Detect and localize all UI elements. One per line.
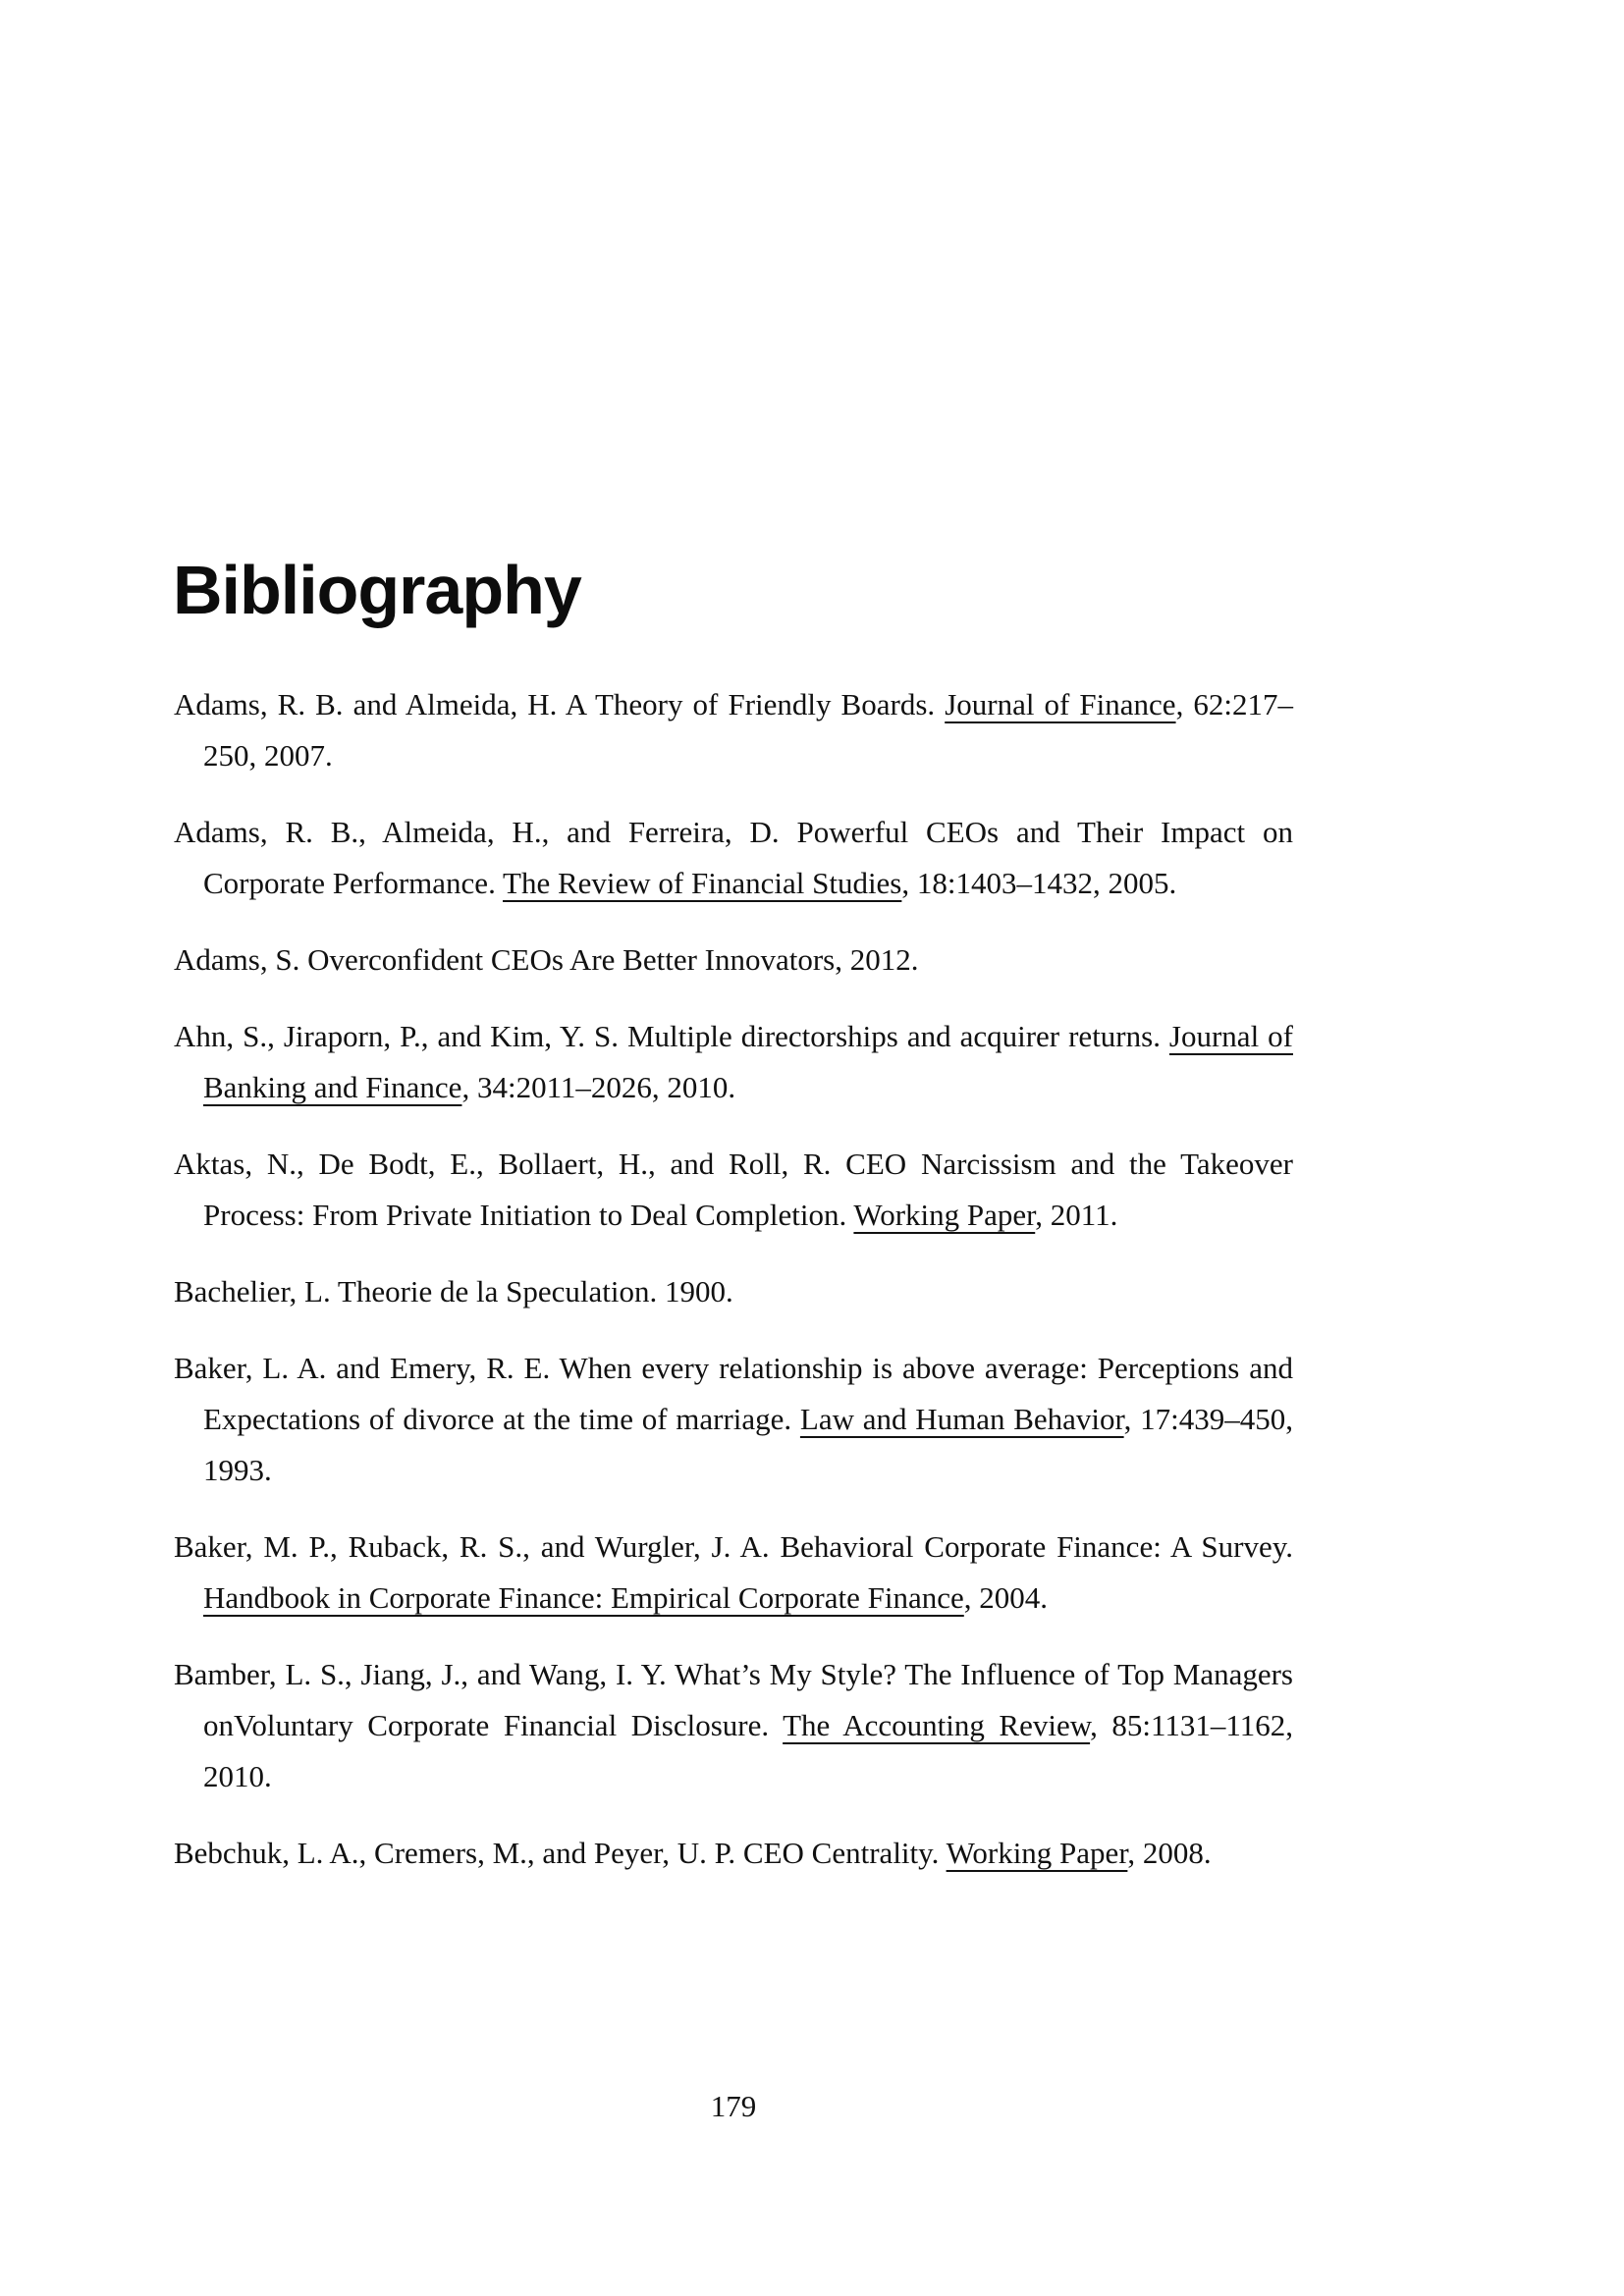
entry-citation-text: Ahn, S., Jiraporn, P., and Kim, Y. S. Multiple directorships and acquirer returns. xyxy=(174,1019,1169,1053)
entry-journal-name: Journal of Finance xyxy=(945,687,1176,721)
entry-trailing-text: , 2008. xyxy=(1127,1836,1212,1870)
entry-trailing-text: , 17:439–450, 1993. xyxy=(203,1402,1293,1487)
chapter-title: Bibliography xyxy=(173,551,581,628)
bib-entry xyxy=(174,679,1293,781)
entry-citation-text: Bebchuk, L. A., Cremers, M., and Peyer, U. P. CEO Centrality. xyxy=(174,1836,947,1870)
entry-citation-text: Bamber, L. S., Jiang, J., and Wang, I. Y. What’s My Style? The Influence of Top Managers onVoluntary Corporate Financial Disclosure. xyxy=(174,1657,1293,1742)
entry-journal-name: Working Paper xyxy=(853,1198,1036,1232)
bib-entry xyxy=(174,1828,1293,1879)
bib-entry xyxy=(174,807,1293,909)
bib-entry xyxy=(174,1139,1293,1241)
bibliography-list xyxy=(174,679,1293,1904)
entry-citation-text: Baker, L. A. and Emery, R. E. When every relationship is above average: Perceptions and Expectations of divorce at the time of marriage. xyxy=(174,1351,1293,1436)
entry-citation-text: Adams, S. Overconfident CEOs Are Better Innovators, 2012. xyxy=(174,942,919,977)
entry-journal-name: The Accounting Review xyxy=(783,1708,1091,1742)
entry-trailing-text: , 85:1131–1162, 2010. xyxy=(203,1708,1293,1793)
bib-entry xyxy=(174,1011,1293,1113)
entry-journal-name: Journal of Banking and Finance xyxy=(203,1019,1293,1104)
entry-trailing-text: , 62:217–250, 2007. xyxy=(203,687,1293,773)
entry-trailing-text: , 2011. xyxy=(1035,1198,1118,1232)
entry-citation-text: Baker, M. P., Ruback, R. S., and Wurgler, J. A. Behavioral Corporate Finance: A Survey. xyxy=(174,1529,1293,1564)
entry-citation-text: Adams, R. B. and Almeida, H. A Theory of Friendly Boards. xyxy=(174,687,946,721)
bib-entry xyxy=(174,1343,1293,1496)
bib-entry xyxy=(174,1649,1293,1802)
entry-citation-text: Aktas, N., De Bodt, E., Bollaert, H., and Roll, R. CEO Narcissism and the Takeover Process: From Private Initiation to Deal Completion. xyxy=(174,1147,1293,1232)
entry-trailing-text: , 34:2011–2026, 2010. xyxy=(461,1070,736,1104)
page-number: 179 xyxy=(710,2089,757,2123)
entry-trailing-text: , 2004. xyxy=(963,1580,1049,1615)
entry-journal-name: Law and Human Behavior xyxy=(799,1402,1124,1436)
entry-journal-name: Working Paper xyxy=(946,1836,1128,1870)
entry-trailing-text: , 18:1403–1432, 2005. xyxy=(901,866,1177,900)
bib-entry xyxy=(174,1522,1293,1624)
entry-citation-text: Adams, R. B., Almeida, H., and Ferreira, D. Powerful CEOs and Their Impact on Corporate Performance. xyxy=(174,815,1293,900)
bib-entry xyxy=(174,1266,1293,1317)
bib-entry xyxy=(174,934,1293,986)
entry-citation-text: Bachelier, L. Theorie de la Speculation. 1900. xyxy=(174,1274,733,1308)
entry-journal-name: The Review of Financial Studies xyxy=(503,866,902,900)
entry-journal-name: Handbook in Corporate Finance: Empirical Corporate Finance xyxy=(203,1580,964,1615)
